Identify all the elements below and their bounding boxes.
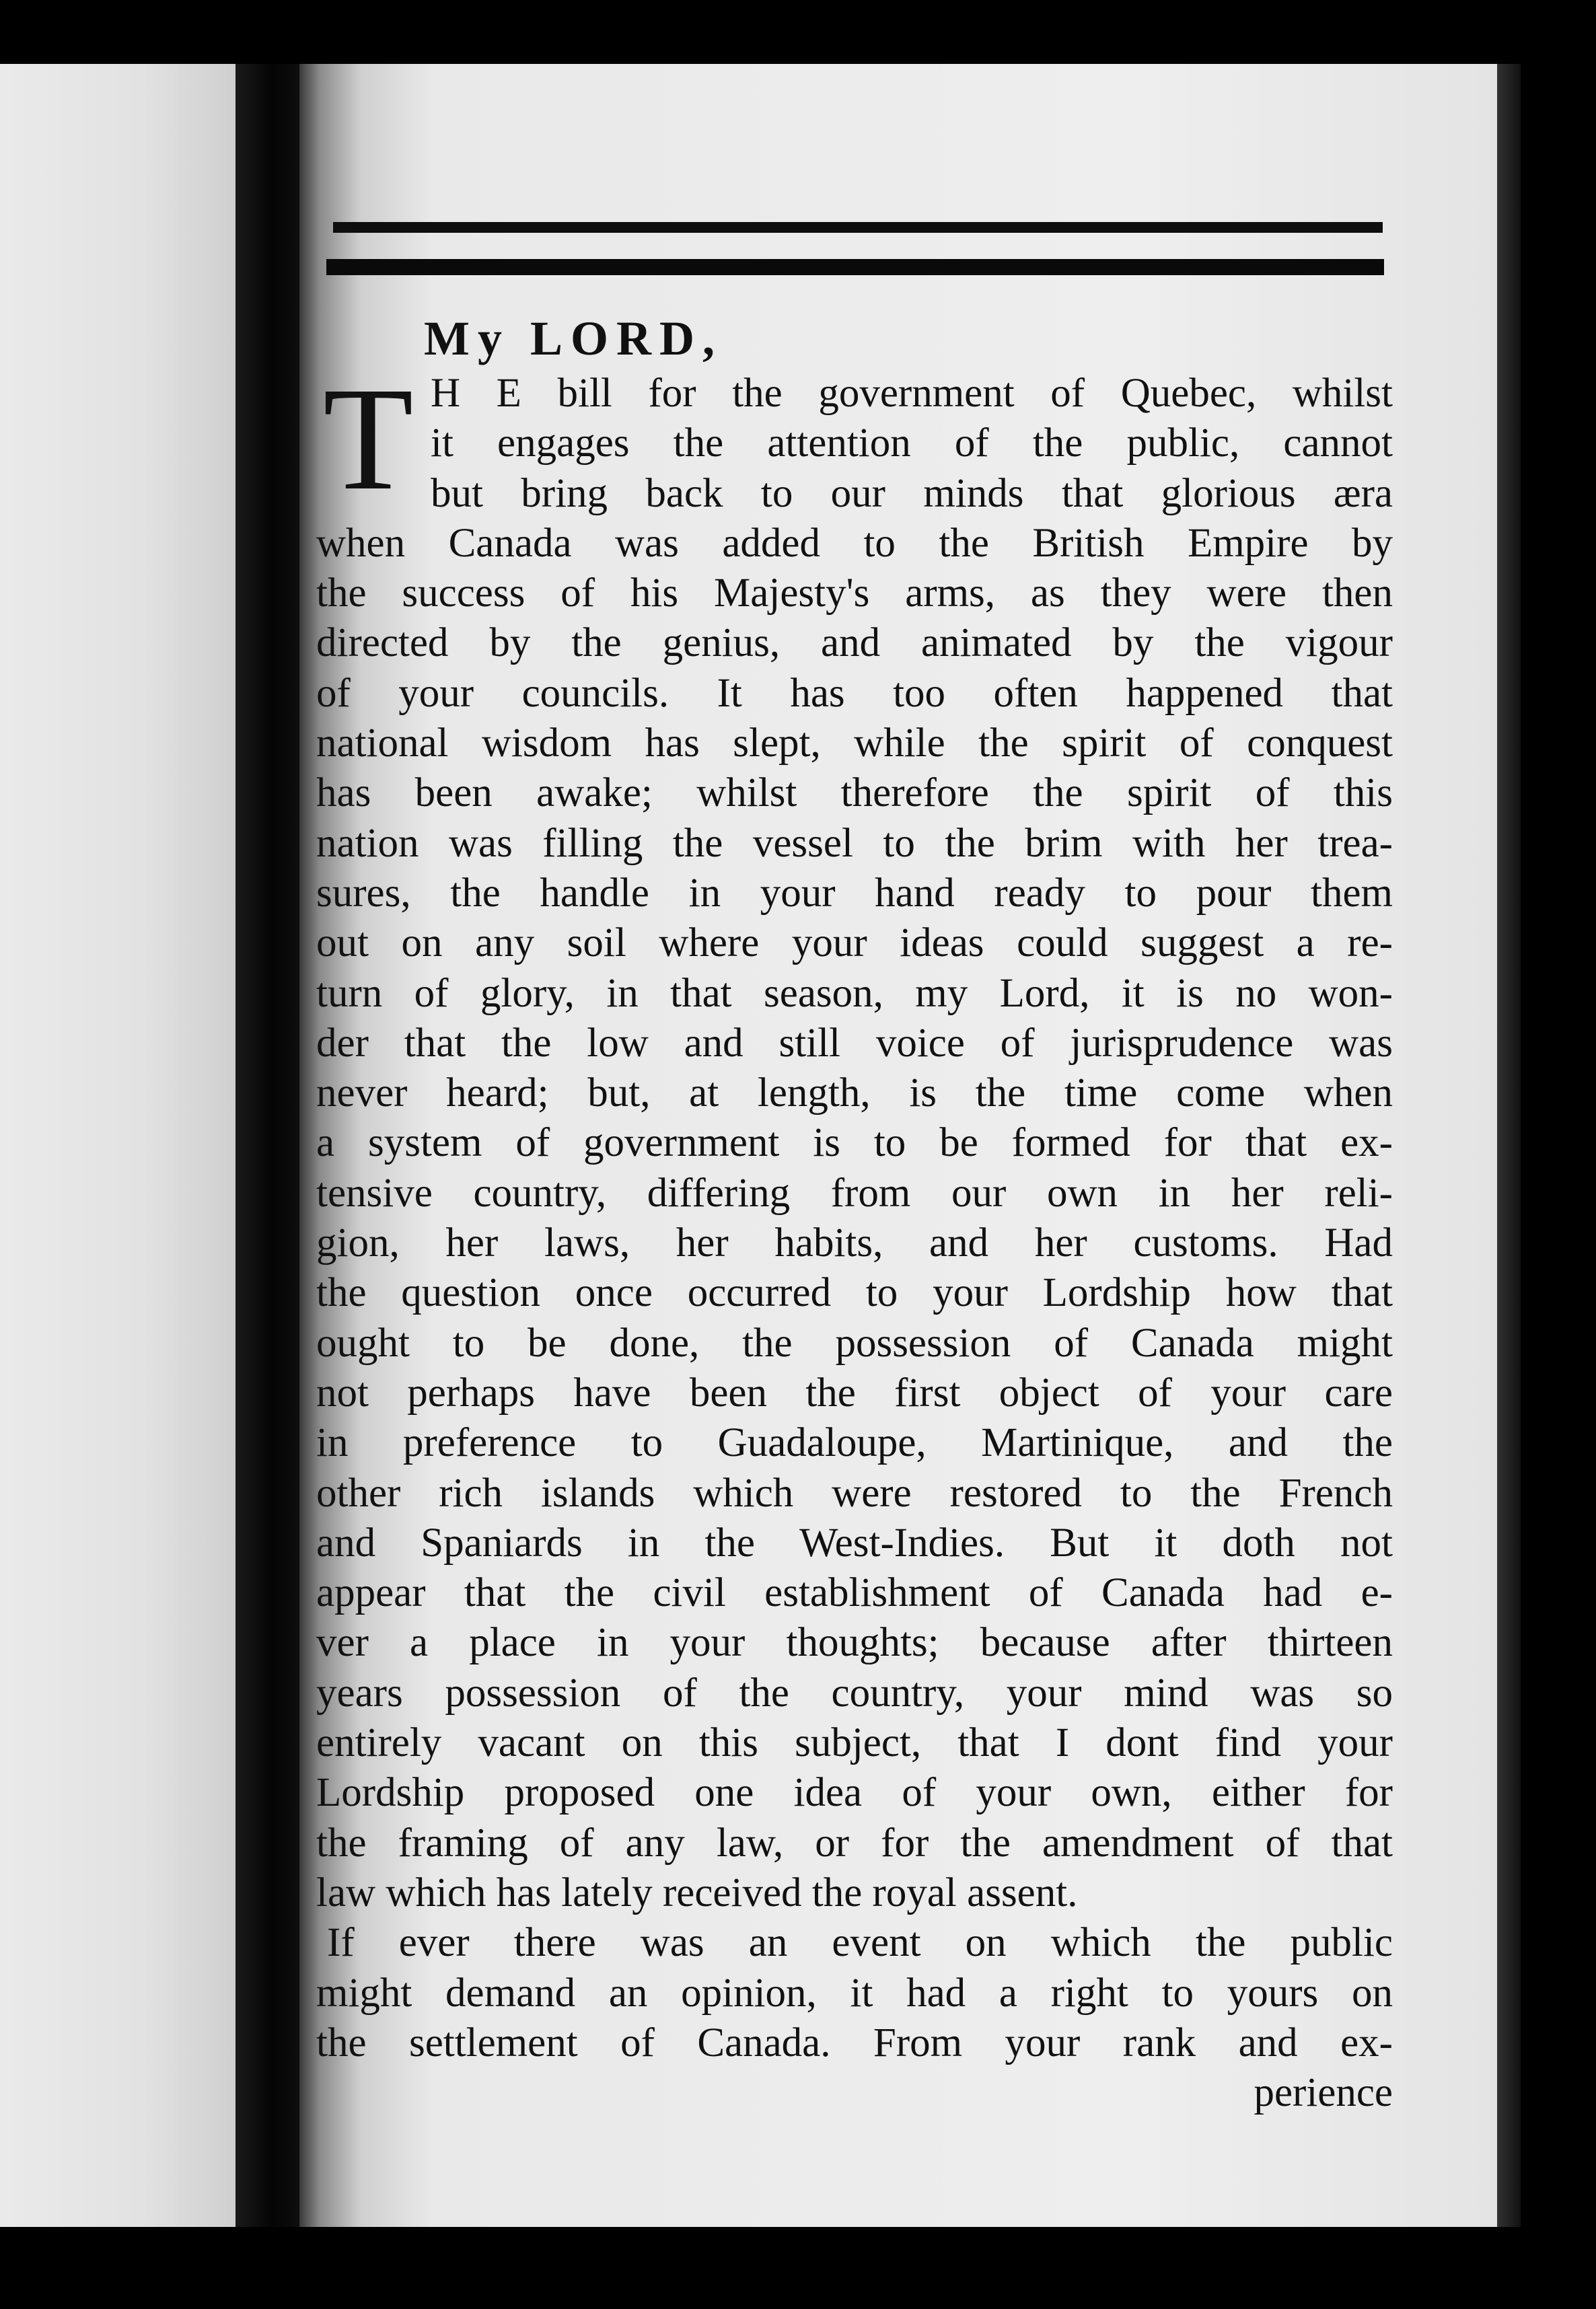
- text-line: turn of glory, in that season, my Lord, it is no won-: [316, 970, 1393, 1016]
- text-line: and Spaniards in the West-Indies. But it doth not: [316, 1520, 1393, 1566]
- text-line: the question once occurred to your Lordship how that: [316, 1270, 1393, 1316]
- text-line: out on any soil where your ideas could suggest a re-: [316, 920, 1393, 966]
- text-line: sures, the handle in your hand ready to pour them: [316, 870, 1393, 916]
- catchword: perience: [1254, 2070, 1393, 2116]
- text-line: H E bill for the government of Quebec, whilst: [431, 371, 1393, 416]
- text-line: in preference to Guadaloupe, Martinique, and the: [316, 1420, 1393, 1466]
- text-line: years possession of the country, your mind was so: [316, 1670, 1393, 1716]
- text-line: ought to be done, the possession of Canada might: [316, 1320, 1393, 1366]
- text-line: never heard; but, at length, is the time come when: [316, 1070, 1393, 1116]
- text-line: der that the low and still voice of jurisprudence was: [316, 1020, 1393, 1066]
- text-line: the settlement of Canada. From your rank and ex-: [316, 2020, 1393, 2065]
- body-text: [316, 369, 1393, 2118]
- text-line: the success of his Majesty's arms, as they were then: [316, 571, 1393, 616]
- text-line: tensive country, differing from our own in her reli-: [316, 1170, 1393, 1216]
- header-rule-thin: [333, 222, 1383, 233]
- text-line: entirely vacant on this subject, that I dont find your: [316, 1720, 1393, 1766]
- text-line: a system of government is to be formed for that ex-: [316, 1120, 1393, 1166]
- text-line: law which has lately received the royal assent.: [316, 1870, 1078, 1915]
- text-line: the framing of any law, or for the amendment of that: [316, 1820, 1393, 1866]
- page-edge: [1497, 64, 1521, 2227]
- facing-page: [0, 64, 235, 2227]
- drop-cap: T: [323, 357, 414, 521]
- text-line: directed by the genius, and animated by the vigour: [316, 620, 1393, 666]
- text-line: gion, her laws, her habits, and her customs. Had: [316, 1220, 1393, 1266]
- text-line: other rich islands which were restored to the French: [316, 1470, 1393, 1516]
- text-line: nation was filling the vessel to the brim with her trea-: [316, 820, 1393, 866]
- text-line: national wisdom has slept, while the spirit of conquest: [316, 721, 1393, 766]
- text-line: might demand an opinion, it had a right to yours on: [316, 1970, 1393, 2016]
- text-line: not perhaps have been the first object of your care: [316, 1370, 1393, 1416]
- text-line: but bring back to our minds that glorious æra: [431, 470, 1393, 516]
- salutation: My LORD,: [424, 311, 723, 365]
- text-line: ver a place in your thoughts; because after thirteen: [316, 1620, 1393, 1666]
- text-line: appear that the civil establishment of Canada had e-: [316, 1570, 1393, 1616]
- text-line: it engages the attention of the public, cannot: [431, 420, 1393, 466]
- book-gutter: [235, 64, 310, 2227]
- text-line: Lordship proposed one idea of your own, either for: [316, 1770, 1393, 1816]
- text-line: when Canada was added to the British Empire by: [316, 520, 1393, 566]
- header-rule-thick: [326, 259, 1384, 275]
- text-line: If ever there was an event on which the public: [327, 1920, 1393, 1966]
- text-line: has been awake; whilst therefore the spirit of this: [316, 770, 1393, 816]
- text-line: of your councils. It has too often happened that: [316, 670, 1393, 716]
